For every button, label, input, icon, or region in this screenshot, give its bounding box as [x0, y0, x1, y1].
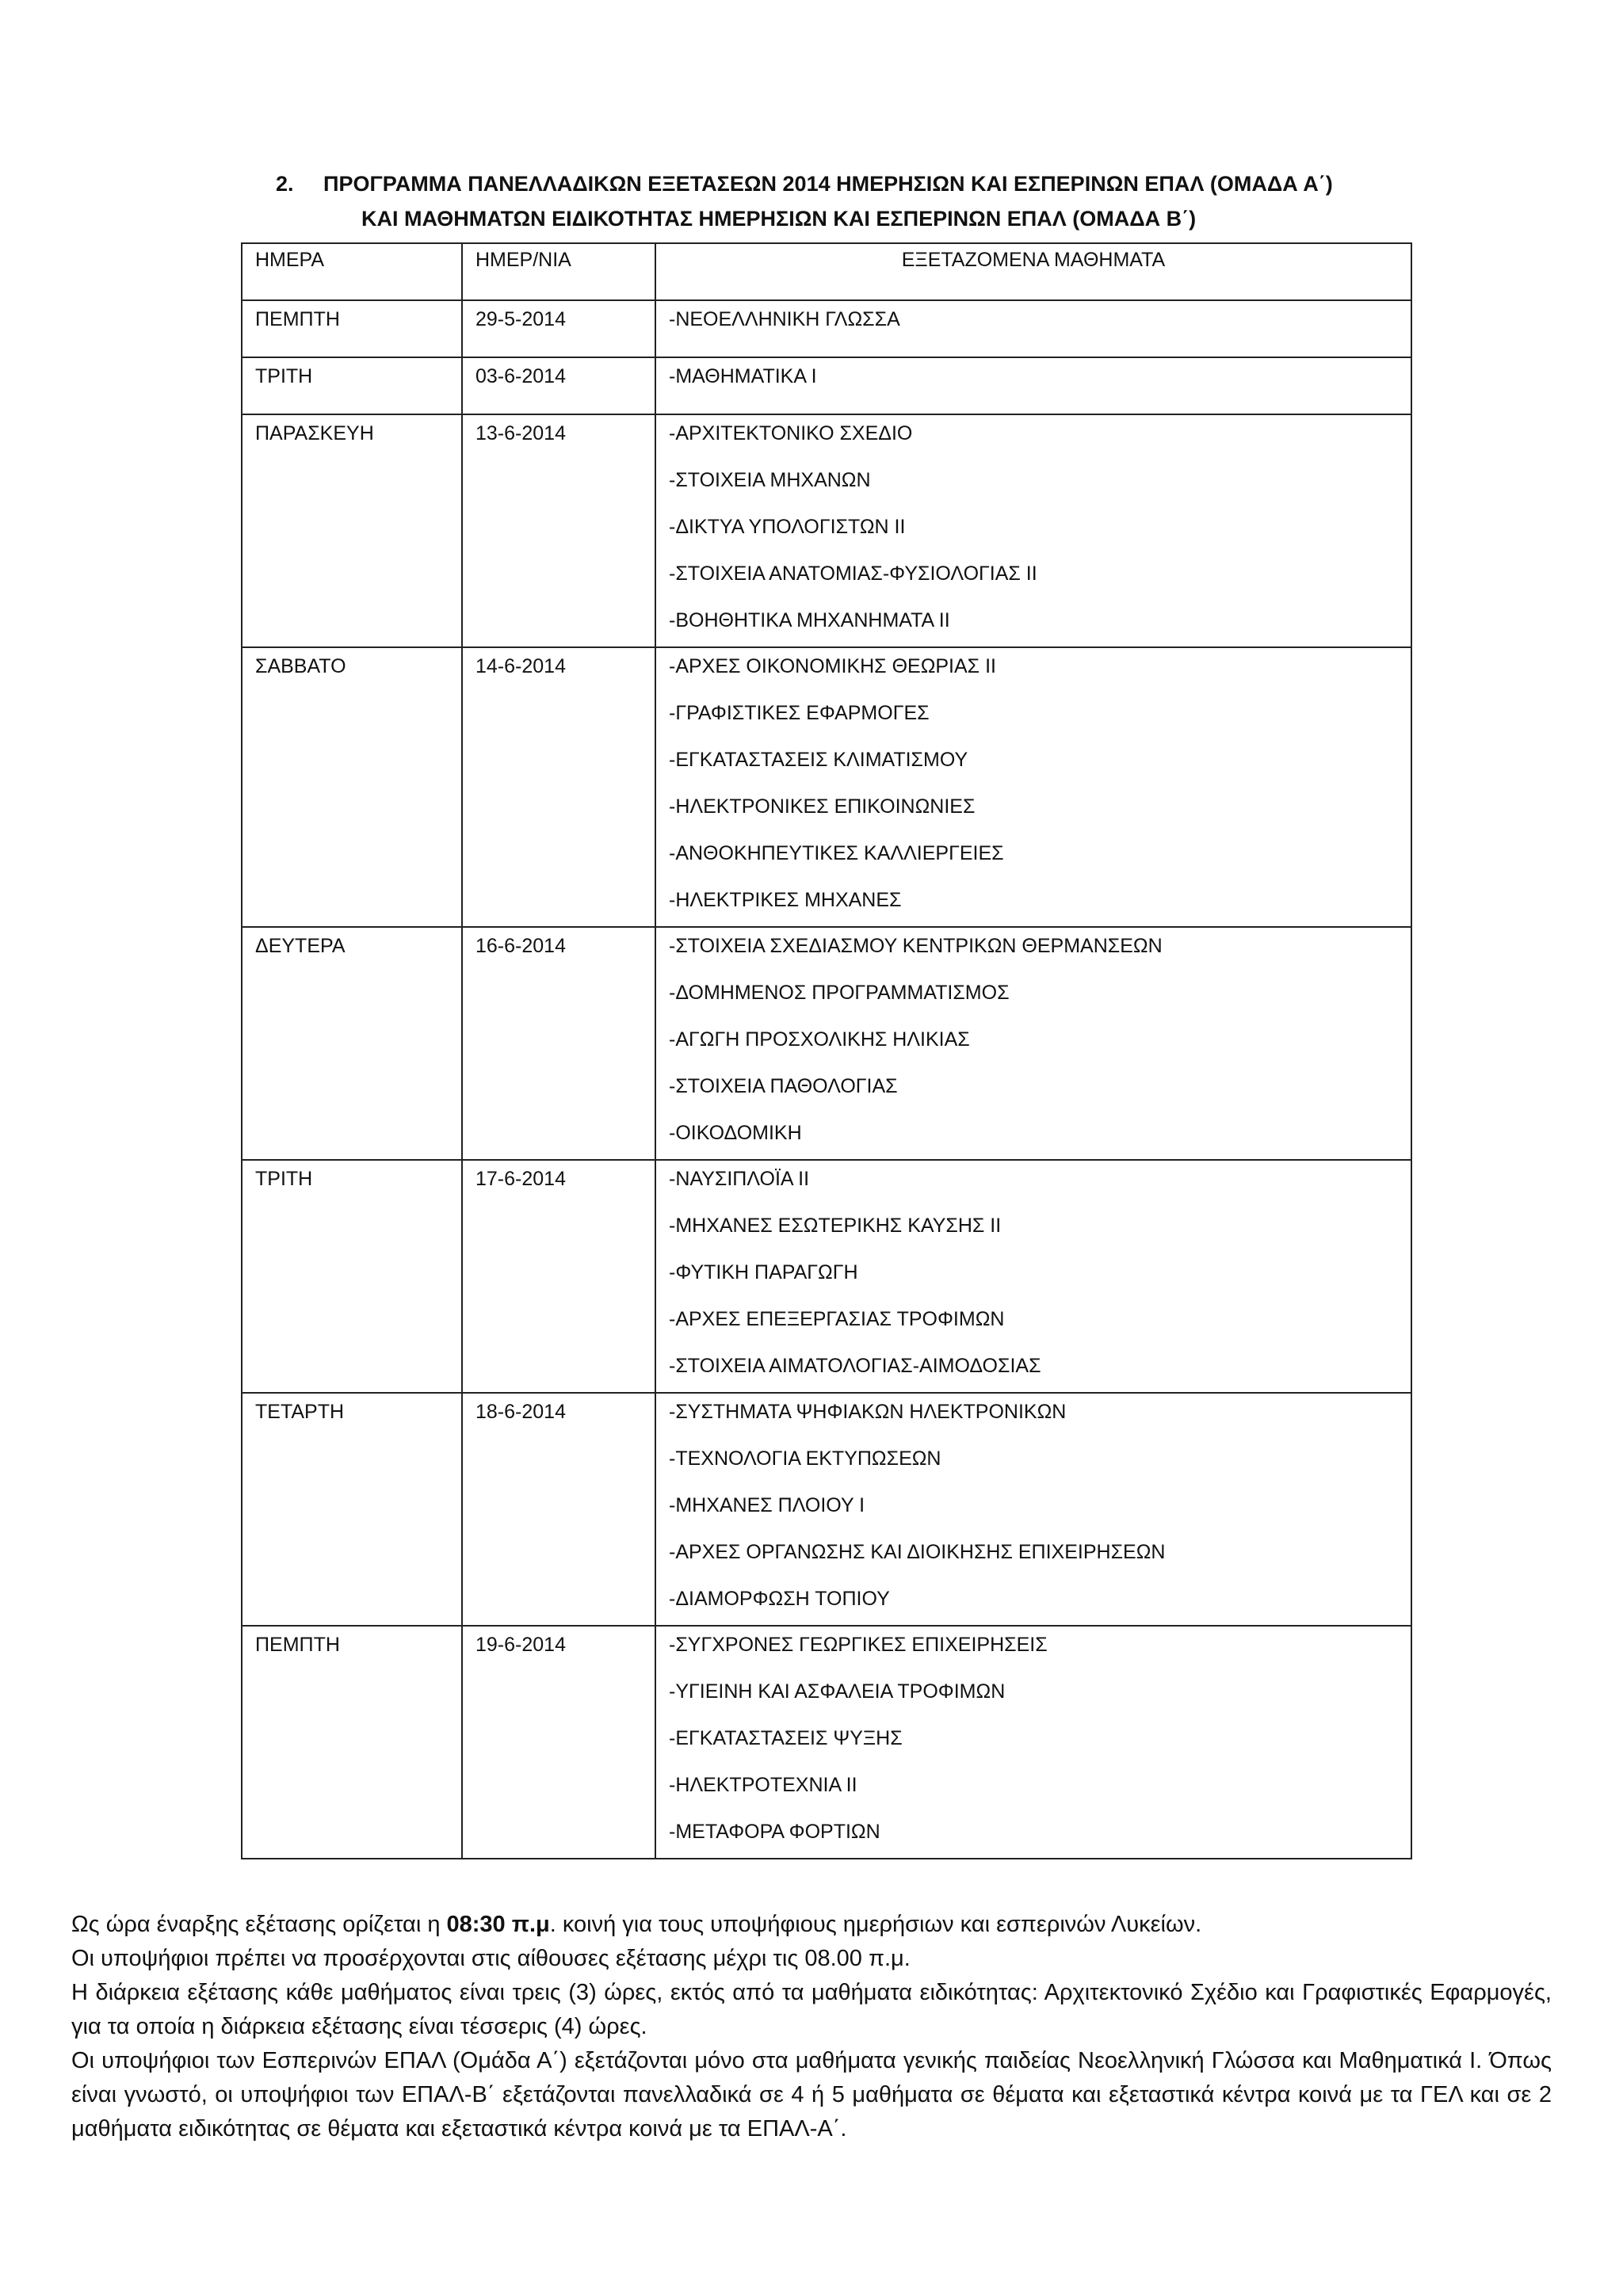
subject-item: -ΜΗΧΑΝΕΣ ΠΛΟΙΟΥ Ι — [669, 1494, 865, 1516]
header-day: ΗΜΕΡΑ — [242, 243, 462, 300]
cell-subjects — [655, 647, 1411, 927]
subject-item: -ΕΓΚΑΤΑΣΤΑΣΕΙΣ ΨΥΞΗΣ — [669, 1727, 903, 1749]
subject-item: -ΣΤΟΙΧΕΙΑ ΣΧΕΔΙΑΣΜΟΥ ΚΕΝΤΡΙΚΩΝ ΘΕΡΜΑΝΣΕΩΝ — [669, 935, 1163, 957]
table-row — [242, 647, 1411, 927]
cell-day: ΤΡΙΤΗ — [242, 1160, 462, 1393]
subject-item: -ΔΙΚΤΥΑ ΥΠΟΛΟΓΙΣΤΩΝ ΙΙ — [669, 516, 906, 538]
table-row — [242, 1393, 1411, 1626]
subject-item: -ΗΛΕΚΤΡΟΝΙΚΕΣ ΕΠΙΚΟΙΝΩΝΙΕΣ — [669, 795, 976, 818]
cell-subjects — [655, 1160, 1411, 1393]
cell-date: 18-6-2014 — [462, 1393, 655, 1626]
subject-item: -ΒΟΗΘΗΤΙΚΑ ΜΗΧΑΝΗΜΑΤΑ ΙΙ — [669, 609, 950, 631]
cell-date: 13-6-2014 — [462, 414, 655, 647]
subject-item: -ΣΤΟΙΧΕΙΑ ΑΝΑΤΟΜΙΑΣ-ΦΥΣΙΟΛΟΓΙΑΣ ΙΙ — [669, 563, 1037, 585]
cell-subjects — [655, 414, 1411, 647]
subject-item: -ΤΕΧΝΟΛΟΓΙΑ ΕΚΤΥΠΩΣΕΩΝ — [669, 1447, 941, 1470]
cell-day: ΠΑΡΑΣΚΕΥΗ — [242, 414, 462, 647]
heading-line-2: ΚΑΙ ΜΑΘΗΜΑΤΩΝ ΕΙΔΙΚΟΤΗΤΑΣ ΗΜΕΡΗΣΙΩΝ ΚΑΙ ΕΣΠΕΡΙΝΩΝ ΕΠΑΛ (ΟΜΑΔΑ Β΄) — [361, 207, 1197, 231]
cell-subjects — [655, 1626, 1411, 1859]
header-subjects: ΕΞΕΤΑΖΟΜΕΝΑ ΜΑΘΗΜΑΤΑ — [655, 243, 1411, 300]
subject-item: -ΑΓΩΓΗ ΠΡΟΣΧΟΛΙΚΗΣ ΗΛΙΚΙΑΣ — [669, 1028, 970, 1051]
subject-item: -ΓΡΑΦΙΣΤΙΚΕΣ ΕΦΑΡΜΟΓΕΣ — [669, 702, 930, 724]
subject-item: -ΣΤΟΙΧΕΙΑ ΜΗΧΑΝΩΝ — [669, 469, 871, 491]
table-header-row — [242, 243, 1411, 300]
subject-item: -ΕΓΚΑΤΑΣΤΑΣΕΙΣ ΚΛΙΜΑΤΙΣΜΟΥ — [669, 749, 968, 771]
subject-item: -ΗΛΕΚΤΡΙΚΕΣ ΜΗΧΑΝΕΣ — [669, 889, 902, 911]
cell-date: 17-6-2014 — [462, 1160, 655, 1393]
cell-day: ΔΕΥΤΕΡΑ — [242, 927, 462, 1160]
subject-item: -ΜΗΧΑΝΕΣ ΕΣΩΤΕΡΙΚΗΣ ΚΑΥΣΗΣ ΙΙ — [669, 1215, 1002, 1237]
cell-date: 19-6-2014 — [462, 1626, 655, 1859]
table-row — [242, 1160, 1411, 1393]
table-row — [242, 1626, 1411, 1859]
subject-item: -ΣΤΟΙΧΕΙΑ ΠΑΘΟΛΟΓΙΑΣ — [669, 1075, 898, 1097]
cell-day: ΤΡΙΤΗ — [242, 357, 462, 414]
subject-item: -ΣΤΟΙΧΕΙΑ ΑΙΜΑΤΟΛΟΓΙΑΣ-ΑΙΜΟΔΟΣΙΑΣ — [669, 1355, 1041, 1377]
cell-date: 03-6-2014 — [462, 357, 655, 414]
subject-item: -ΑΡΧΕΣ ΟΡΓΑΝΩΣΗΣ ΚΑΙ ΔΙΟΙΚΗΣΗΣ ΕΠΙΧΕΙΡΗΣΕΩΝ — [669, 1541, 1166, 1563]
note-duration: Η διάρκεια εξέτασης κάθε μαθήματος είναι τρεις (3) ώρες, εκτός από τα μαθήματα ειδικότητας: Αρχιτεκτονικό Σχέδιο και Γραφιστικές Εφαρμογές, για τα οποία η διάρκεια εξέτασης είναι τέσσερις (4) ώρες. — [71, 1980, 1552, 2039]
heading-title-1: ΠΡΟΓΡΑΜΜΑ ΠΑΝΕΛΛΑΔΙΚΩΝ ΕΞΕΤΑΣΕΩΝ 2014 ΗΜΕΡΗΣΙΩΝ ΚΑΙ ΕΣΠΕΡΙΝΩΝ ΕΠΑΛ (ΟΜΑΔΑ Α΄) — [323, 172, 1333, 196]
cell-day: ΤΕΤΑΡΤΗ — [242, 1393, 462, 1626]
subject-item: -ΑΡΧΕΣ ΕΠΕΞΕΡΓΑΣΙΑΣ ΤΡΟΦΙΜΩΝ — [669, 1308, 1005, 1330]
note-evening-candidates: Οι υποψήφιοι των Εσπερινών ΕΠΑΛ (Ομάδα Α΄) εξετάζονται μόνο στα μαθήματα γενικής παιδείας Νεοελληνική Γλώσσα και Μαθηματικά Ι. Όπως είναι γνωστό, οι υποψήφιοι των ΕΠΑΛ-Β΄ εξετάζονται πανελλαδικά σε 4 ή 5 μαθήματα σε θέματα και εξεταστικά κέντρα κοινά με τα ΓΕΛ και σε 2 μαθήματα ειδικότητας σε θέματα και εξεταστικά κέντρα κοινά με τα ΕΠΑΛ-Α΄. — [71, 2048, 1552, 2142]
subject-item: -ΣΥΓΧΡΟΝΕΣ ΓΕΩΡΓΙΚΕΣ ΕΠΙΧΕΙΡΗΣΕΙΣ — [669, 1634, 1048, 1656]
subject-item: -ΑΡΧΙΤΕΚΤΟΝΙΚΟ ΣΧΕΔΙΟ — [669, 422, 913, 444]
subject-item: -ΗΛΕΚΤΡΟΤΕΧΝΙΑ ΙΙ — [669, 1774, 857, 1796]
subject-item: -ΣΥΣΤΗΜΑΤΑ ΨΗΦΙΑΚΩΝ ΗΛΕΚΤΡΟΝΙΚΩΝ — [669, 1401, 1067, 1423]
note-start-time-value: 08:30 π.μ — [446, 1912, 550, 1937]
subject-item: -ΦΥΤΙΚΗ ΠΑΡΑΓΩΓΗ — [669, 1261, 858, 1283]
table-row — [242, 414, 1411, 647]
subject-item: -ΔΙΑΜΟΡΦΩΣΗ ΤΟΠΙΟΥ — [669, 1588, 890, 1610]
note-arrival: Οι υποψήφιοι πρέπει να προσέρχονται στις αίθουσες εξέτασης μέχρι τις 08.00 π.μ. — [71, 1946, 911, 1971]
subject-item: -ΔΟΜΗΜΕΝΟΣ ΠΡΟΓΡΑΜΜΑΤΙΣΜΟΣ — [669, 982, 1010, 1004]
subject-item: -ΑΝΘΟΚΗΠΕΥΤΙΚΕΣ ΚΑΛΛΙΕΡΓΕΙΕΣ — [669, 842, 1004, 864]
cell-subjects: -ΜΑΘΗΜΑΤΙΚΑ Ι — [655, 357, 1411, 414]
cell-subjects: -ΝΕΟΕΛΛΗΝΙΚΗ ΓΛΩΣΣΑ — [655, 300, 1411, 357]
cell-day: ΣΑΒΒΑΤΟ — [242, 647, 462, 927]
heading-number: 2. — [276, 172, 294, 196]
note-start-time-text: Ως ώρα έναρξης εξέτασης ορίζεται η — [71, 1912, 447, 1937]
table-body — [242, 300, 1411, 1859]
cell-subjects — [655, 927, 1411, 1160]
subject-item: -ΜΕΤΑΦΟΡΑ ΦΟΡΤΙΩΝ — [669, 1821, 880, 1843]
subject-item: -ΥΓΙΕΙΝΗ ΚΑΙ ΑΣΦΑΛΕΙΑ ΤΡΟΦΙΜΩΝ — [669, 1680, 1006, 1703]
table-row — [242, 357, 1411, 414]
subject-item: -ΝΑΥΣΙΠΛΟΪΑ ΙΙ — [669, 1168, 810, 1190]
table-row — [242, 927, 1411, 1160]
cell-day: ΠΕΜΠΤΗ — [242, 1626, 462, 1859]
exam-schedule-table — [241, 242, 1412, 1859]
header-date: ΗΜΕΡ/ΝΙΑ — [462, 243, 655, 300]
cell-day: ΠΕΜΠΤΗ — [242, 300, 462, 357]
subject-item: -ΟΙΚΟΔΟΜΙΚΗ — [669, 1122, 802, 1144]
note-start-time-rest: . κοινή για τους υποψήφιους ημερήσιων και εσπερινών Λυκείων. — [549, 1912, 1202, 1937]
subject-item: -ΑΡΧΕΣ ΟΙΚΟΝΟΜΙΚΗΣ ΘΕΩΡΙΑΣ ΙΙ — [669, 655, 996, 677]
heading-line-1 — [276, 168, 1449, 200]
notes — [71, 1908, 1552, 2146]
cell-date: 14-6-2014 — [462, 647, 655, 927]
cell-date: 29-5-2014 — [462, 300, 655, 357]
cell-date: 16-6-2014 — [462, 927, 655, 1160]
note-start-time — [71, 1908, 1552, 1942]
cell-subjects — [655, 1393, 1411, 1626]
table-row — [242, 300, 1411, 357]
